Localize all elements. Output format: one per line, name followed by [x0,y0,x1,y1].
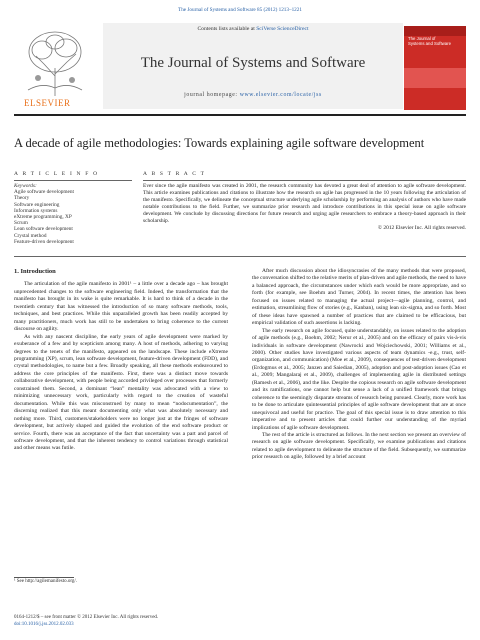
cover-top-band [404,26,466,36]
keyword-item: Agile software development [14,189,75,196]
cover-title-line1: The Journal of [408,36,436,41]
abstract-rule [143,180,466,181]
doi-link[interactable]: doi:10.1016/j.jss.2012.02.033 [14,622,74,627]
journal-title: The Journal of Systems and Software [140,55,366,71]
paragraph: The early research on agile focused, quite understandably, on issues related to the adoption of agile methods (e.g., Boehm, 2002; Nerur et al., 2005) and on the efficacy of pairs vis-à-vis individuals in software development (Nawrocki and Wojciechowski, 2001; Williams et al., 2000). Other studies have investigated various aspects of team dynamics -e.g., trust, self-organization, and communication) (Moe et al., 2009), consequences of test-driven development (Erdogmus et al., 2005; Janzen and Saiedian, 2005), adoption and post-adoption issues (Cao et al., 2009; Mangalaraj et al., 2009), challenges of implementing agile in distributed settings (Ramesh et al., 2006), and the like. Despite the copious research on agile software development and its ramifications, one cannot help but sense a lack of a unified framework that brings coherence to the seemingly disparate streams of research being pursued. Clearly, more work has to be done to articulate quintessential principles of agile software development that are at once unequivocal and useful for practice. The goal of this special issue is to draw attention to this imperative and to present articles that could further our understanding of the myriad implications of agile software development. [252,327,466,431]
keyword-item: Feature-driven development [14,238,74,245]
journal-cover-thumbnail [404,26,466,110]
keywords-label: Keywords: [14,183,37,189]
right-column [252,268,466,462]
publisher-name: ELSEVIER [24,98,71,108]
keyword-item: Information systems [14,207,58,214]
contents-line [103,26,403,32]
header-rule [14,114,466,116]
keyword-item: Scrum [14,220,28,227]
abstract-body [143,183,466,232]
abstract-text: Ever since the agile manifesto was created in 2001, the research community has devoted a great deal of attention to agile software development. This article examines publications and citations to illustrate how the research on agile has progressed in the 10 years following the articulation of the manifesto. Specifically, we delineate the conceptual structure underlying agile scholarship by performing an analysis of authors who have made notable contributions to the field. Further, we summarize prior research and introduce contributions in this special issue on agile software development. We conclude by discussing directions for future research and urging agile researchers to embrace a theory-based approach in their scholarship. [143,183,466,224]
keyword-item: Crystal method [14,232,47,239]
homepage-prefix: journal homepage: [184,92,240,98]
abstract-bottom-rule [14,256,466,257]
left-column [14,268,228,453]
keyword-item: Lean software development [14,226,73,233]
footnote-rule [14,577,74,578]
running-header: The Journal of Systems and Software 85 (2012) 1213–1221 [178,7,302,13]
cover-title [408,36,451,46]
article-info-heading: A R T I C L E I N F O [14,171,99,177]
journal-homepage [103,92,403,98]
elsevier-tree-logo [22,28,88,98]
section-heading-introduction: 1. Introduction [14,268,56,275]
keyword-item: eXtreme programming, XP [14,214,72,221]
keyword-item: Software engineering [14,201,60,208]
homepage-link[interactable]: www.elsevier.com/locate/jss [239,92,322,98]
cover-band [404,68,466,88]
contents-prefix: Contents lists available at [197,26,257,32]
paragraph: The articulation of the agile manifesto in 2001¹ – a little over a decade ago – has brought unprecedented changes to the software engineering field. Indeed, the transformation that the manifesto has brought in its wake is quite remarkable. It is hard to think of a decade in the twentieth century that has witnessed the introduction of so many software methods, tools, techniques, and best practices. While this unparalleled growth has been readily accepted by many practitioners, much work has still to be undertaken to bring coherence to the current discourse on agility. [14,281,228,333]
paper-title: A decade of agile methodologies: Towards explaining agile software development [14,136,425,150]
sciencedirect-link[interactable]: SciVerse ScienceDirect [256,26,309,32]
paragraph: As with any nascent discipline, the early years of agile development were marked by exuberance of a few and by scepticism among many. A host of methods, adhering to varying degrees to the tenets of the manifesto, appeared on the landscape. These include eXtreme programming (XP), scrum, lean software development, feature-driven development (FDD), and crystal methodologies, to name but a few. Broadly speaking, all these methods endeavoured to address the core principles of the manifesto. First, there was a distinct move towards collaborative development, with people being accorded privileged over processes that formerly constrained them. Second, a dominant “lean” mentality was advocated with a view to minimizing unnecessary work, particularly with regard to the creation of wasteful documentation. While this was misconstrued by many to mean “nodocumentation”, the discerning realized that this meant documenting only what was absolutely necessary and nothing more. Third, customers/stakeholders were no longer just at the fringes of software development, but actively shaped and guided the evolution of the end software product or service. Fourth, there was an acceptance of the fact that uncertainty was a part and parcel of software development, and that the inherent tendency to control variations through statistical and other means was futile. [14,333,228,452]
paragraph: The rest of the article is structured as follows. In the next section we present an overview of research on agile software development. Specifically, we examine publications and citations related to agile development to delineate the structure of the field. Subsequently, we summarize prior research on agile, followed by a brief account [252,431,466,461]
paragraph: After much discussion about the idiosyncrasies of the many methods that were proposed, the conversation shifted to the relative merits of plan-driven and agile methods, the need to have a balanced approach, the circumstances under which each would be more appropriate, and so forth (for example, see Boehm and Turner, 2004). In recent times, the attention has been focused on issues related to managing the actual project—agile planning, control, and estimation, streamlining flow of stories (e.g., Kanban), using lean six-sigma, and so forth. Most of these ideas have spawned a number of practices that are claimed to be efficacious, but empirical validation of such assertions is lacking. [252,268,466,327]
copyright-line: © 2012 Elsevier Inc. All rights reserved. [377,225,466,231]
issn-block [14,614,158,628]
article-info-rule [14,180,132,181]
keywords-list [14,183,132,245]
issn-line: 0164-1212/$ – see front matter © 2012 Elsevier Inc. All rights reserved. [14,615,159,620]
footnote: ¹ See http://agilemanifesto.org/. [14,579,78,584]
abstract-heading: A B S T R A C T [143,171,206,177]
cover-title-line2: Systems and Software [408,41,451,46]
keyword-item: Theory [14,195,30,202]
